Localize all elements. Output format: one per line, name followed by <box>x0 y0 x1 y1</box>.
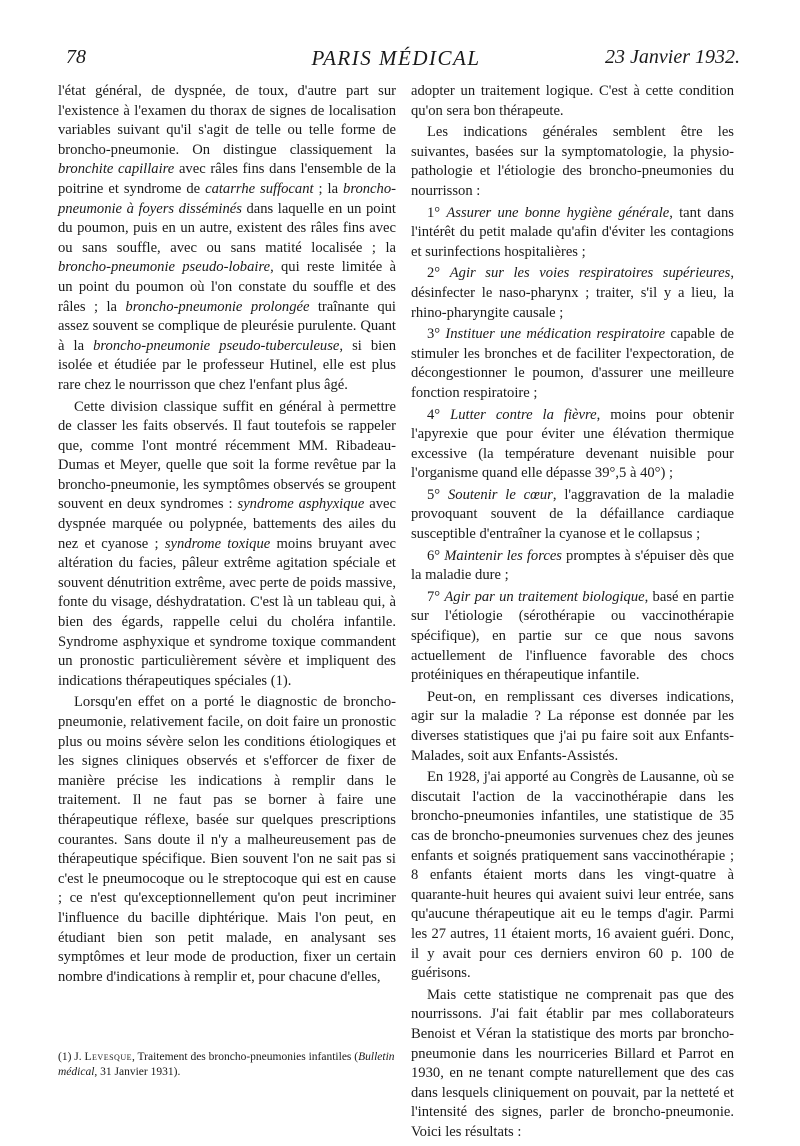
list-item <box>411 325 734 403</box>
italic-term: bronchite capillaire <box>58 161 175 178</box>
text-run: 3° <box>427 326 446 343</box>
paragraph <box>58 398 396 692</box>
italic-term: Soutenir le cœur <box>447 486 553 503</box>
footnote-journal: Bulletin médical <box>58 1051 395 1078</box>
italic-term: Assurer une bonne hygiène générale <box>446 204 670 221</box>
paragraph <box>58 82 396 396</box>
text-run: , moins pour obtenir l'apyrexie que pour éviter une élévation thermique excessive (la température devenant nuisible pour l'organisme quand elle dépasse 39°,5 à 40°) ; <box>411 406 734 482</box>
italic-term: broncho-pneumonie pseudo-lobaire <box>58 259 271 276</box>
text-run: En 1928, j'ai apporté au Congrès de Lausanne, où se discutait l'action de la vaccinothérapie dans les broncho-pneumonies infantiles, une statistique de 35 cas de broncho-pneumonies survenues chez des jeunes enfants et soignés pratiquement sans vaccinothérapie ; 8 enfants étaient morts dans les vingt-quatre à quarante-huit heures qui avaient suivi leur entrée, sans qu'aucune thérapeutique ait eu le temps d'agir. Parmi les 27 autres, 11 étaient morts, 16 avaient guéri. Donc, il y avait pour ces derniers environ 60 p. 100 de guérisons. <box>411 769 734 982</box>
text-run: , tant dans l'intérêt du petit malade qu'afin d'éviter les contagions et surinfections hospitalières ; <box>411 204 734 260</box>
journal-title: PARIS MÉDICAL <box>311 46 481 70</box>
text-run: adopter un traitement logique. C'est à cette condition qu'on sera bon thérapeute. <box>411 83 734 119</box>
text-run: Cette division classique suffit en général à permettre de classer les faits observés. Il faut toutefois se rappeler que, comme l'ont montré récemment MM. Ribadeau-Dumas et Meyer, quelle que soit la forme revêtue par la broncho-pneumonie, les symptômes observés se groupent souvent en deux syndromes : <box>58 398 396 513</box>
list-item <box>411 406 734 484</box>
italic-term: Maintenir les forces <box>444 547 562 564</box>
italic-term: syndrome toxique <box>164 535 271 552</box>
paragraph <box>411 688 734 766</box>
text-run: , qui reste limitée à un point du poumon où l'on constate du souffle et des râles ; la <box>58 259 396 315</box>
paragraph <box>411 123 734 201</box>
text-run: Peut-on, en remplissant ces diverses indications, agir sur la maladie ? La réponse est donnée par les diverses statistiques que j'ai pu faire soit aux Enfants-Malades, soit aux Enfants-Assistés. <box>411 688 734 764</box>
text-run: ; la <box>313 180 344 197</box>
text-run: l'état général, de dyspnée, de toux, d'autre part sur l'existence à l'examen du thorax de signes de localisation variables suivant qu'il s'agit de telle ou telle forme de broncho-pneumonie. On distingue classiquement la <box>58 83 396 158</box>
text-run: avec râles fins dans l'ensemble de la poitrine et syndrome de <box>58 161 396 197</box>
text-run: moins bruyant avec altération du facies, pâleur extrême agitation spéciale et souvent dénutrition extrême, avec perte de poids massive, fonte du visage, déshydratation. C'est là un tableau qui, à bien des égards, rappelle celui du choléra infantile. Syndrome asphyxique et syndrome toxique commandent un pronostic particulièrement sévère et impliquent des indications thérapeutiques spéciales (1). <box>58 535 396 689</box>
italic-term: Instituer une médication respiratoire <box>445 326 666 343</box>
list-item <box>411 486 734 545</box>
left-column <box>58 82 396 1092</box>
list-item <box>411 204 734 263</box>
list-item <box>411 547 734 586</box>
italic-term: Lutter contre la fièvre <box>450 406 597 423</box>
paragraph <box>411 986 734 1143</box>
text-run: Lorsqu'en effet on a porté le diagnostic de broncho-pneumonie, relativement facile, on doit faire un pronostic plus ou moins sévère selon les conditions étiologiques et les signes cliniques observés et s'efforcer de fixer de manière précise les indications à remplir dans le traitement. Il ne faut pas se borner à faire une thérapeutique réflexe, basée sur quelques prescriptions courantes. Sans doute il n'y a malheureusement pas de thérapeutique spécifique. Bien souvent l'on ne sait pas si c'est le pneumocoque ou le streptocoque qui est en cause ; ce n'est qu'exceptionnellement qu'on peut incriminer l'influence du bacille diphtérique. Mais l'on peut, en étudiant bien son petit malade, en analysant ses symptômes et leur mode de production, fixer un certain nombre d'indications à remplir et, pour chacune d'elles, <box>58 694 396 985</box>
list-item <box>411 264 734 323</box>
text-run: Les indications générales semblent être les suivantes, basées sur la symptomatologie, la physio-pathologie et l'étiologie des broncho-pneumonies du nourrisson : <box>411 124 734 199</box>
paragraph <box>411 768 734 984</box>
text-run: 5° <box>427 486 448 503</box>
text-run: , si bien isolée et étudiée par le professeur Hutinel, elle est plus rare chez le nourrisson que chez l'enfant plus âgé. <box>58 337 396 393</box>
text-run: avec dyspnée marquée ou polypnée, battements des ailes du nez et cyanose ; <box>58 496 396 552</box>
issue-date: 23 Janvier 1932. <box>605 46 740 68</box>
text-run: capable de stimuler les bronches et de faciliter l'expectoration, de décongestionner le poumon, d'assurer une meilleure fonction respiratoire ; <box>411 326 734 401</box>
text-run: , basé en partie sur l'étiologie (sérothérapie ou vaccinothérapie spécifique), en partie sur ce que nous savons actuellement de l'influence favorable des chocs protéiniques en thérapeutique infantile. <box>411 588 734 684</box>
page-number: 78 <box>66 46 86 68</box>
italic-term: broncho-pneumonie prolongée <box>125 298 310 315</box>
text-run: , l'aggravation de la maladie provoquant souvent de la défaillance cardiaque susceptible d'entraîner la cyanose et le collapsus ; <box>411 486 734 543</box>
text-run: dans laquelle en un point du poumon, puis en un autre, existent des râles fins avec ou sans souffle, avec ou sans matité localisée ; la <box>58 200 396 256</box>
page-header <box>52 44 740 74</box>
list-item <box>411 588 734 686</box>
italic-term: broncho-pneumonie à foyers disséminés <box>58 180 396 217</box>
paragraph <box>411 82 734 121</box>
footnote-author: Levesque <box>84 1051 132 1063</box>
italic-term: syndrome asphyxique <box>237 496 365 513</box>
text-run: traînante qui assez souvent se complique de pleurésie purulente. Quant à la <box>58 298 396 354</box>
text-run: 4° <box>427 406 451 423</box>
text-run: , désinfecter le naso-pharynx ; traiter, s'il y a lieu, la rhino-pharyngite causale ; <box>411 265 734 321</box>
text-run: 1° <box>427 204 447 221</box>
italic-term: Agir sur les voies respiratoires supérieures <box>449 265 731 282</box>
footnote: (1) J. Levesque, Traitement des broncho-pneumonies infantiles (Bulletin médical, 31 Janvier 1931). <box>58 1051 395 1078</box>
text-run: 2° <box>427 265 450 282</box>
italic-term: Agir par un traitement biologique <box>444 588 645 605</box>
right-column <box>411 82 734 1140</box>
paragraph <box>58 693 396 987</box>
italic-term: broncho-pneumonie pseudo-tuberculeuse <box>93 337 340 354</box>
text-run: 7° <box>427 588 445 605</box>
italic-term: catarrhe suffocant <box>205 180 314 197</box>
text-run: 6° <box>427 547 445 564</box>
text-run: promptes à s'épuiser dès que la maladie dure ; <box>411 547 734 584</box>
text-run: Mais cette statistique ne comprenait pas que des nourrissons. J'ai fait établir par mes collaborateurs Benoist et Véran la statistique des morts par broncho-pneumonie dans les nourriceries Billard et Parrot en 1930, en ne tenant compte naturellement que des cas dans lesquels cliniquement on pouvait, par la netteté et l'intensité des signes, parler de broncho-pneumonie. Voici les résultats : <box>411 986 734 1140</box>
